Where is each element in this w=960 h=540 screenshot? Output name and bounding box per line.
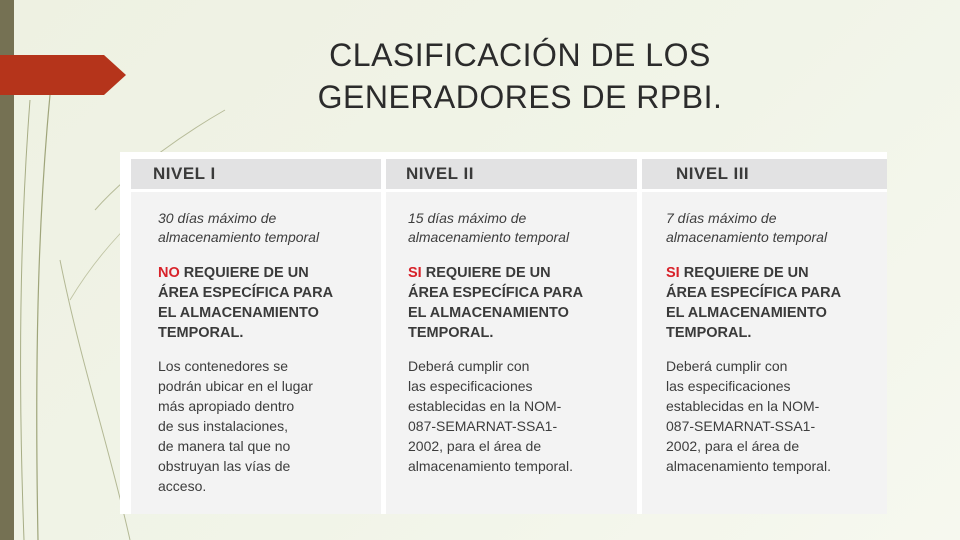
column-nivel-1: [131, 192, 381, 514]
compliance-description: Deberá cumplir con las especificaciones establecidas en la NOM- 087-SEMARNAT-SSA1- 2002, para el área de almacenamiento temporal.: [408, 358, 573, 474]
area-requirement: NO REQUIERE DE UN ÁREA ESPECÍFICA PARA EL ALMACENAMIENTO TEMPORAL.: [158, 265, 334, 341]
requirement-flag: SI: [666, 265, 680, 281]
requirement-flag: NO: [158, 265, 180, 281]
container-description: Los contenedores se podrán ubicar en el lugar más apropiado dentro de sus instalaciones, de manera tal que no obstruyan las vías de acceso.: [158, 358, 313, 494]
storage-duration: 7 días máximo de almacenamiento temporal: [666, 210, 828, 245]
table-body-row: [131, 192, 887, 514]
header-nivel-3: NIVEL III: [676, 164, 750, 183]
storage-duration: 15 días máximo de almacenamiento temporal: [408, 210, 570, 245]
area-requirement: SI REQUIERE DE UN ÁREA ESPECÍFICA PARA EL ALMACENAMIENTO TEMPORAL.: [408, 265, 584, 341]
title-line-2: GENERADORES DE RPBI.: [317, 79, 723, 115]
requirement-flag: SI: [408, 265, 422, 281]
classification-table: [120, 152, 887, 514]
arrow-tab: [0, 55, 126, 95]
header-nivel-1: NIVEL I: [153, 164, 216, 183]
table-header-row: [131, 159, 887, 189]
column-nivel-2: [386, 192, 637, 514]
slide-title: [250, 34, 790, 118]
compliance-description: Deberá cumplir con las especificaciones establecidas en la NOM- 087-SEMARNAT-SSA1- 2002, para el área de almacenamiento temporal.: [666, 358, 831, 474]
area-requirement: SI REQUIERE DE UN ÁREA ESPECÍFICA PARA EL ALMACENAMIENTO TEMPORAL.: [666, 265, 842, 341]
column-nivel-3: [642, 192, 887, 514]
storage-duration: 30 días máximo de almacenamiento temporal: [158, 210, 320, 245]
header-nivel-2: NIVEL II: [406, 164, 474, 183]
title-line-1: CLASIFICACIÓN DE LOS: [329, 37, 711, 73]
